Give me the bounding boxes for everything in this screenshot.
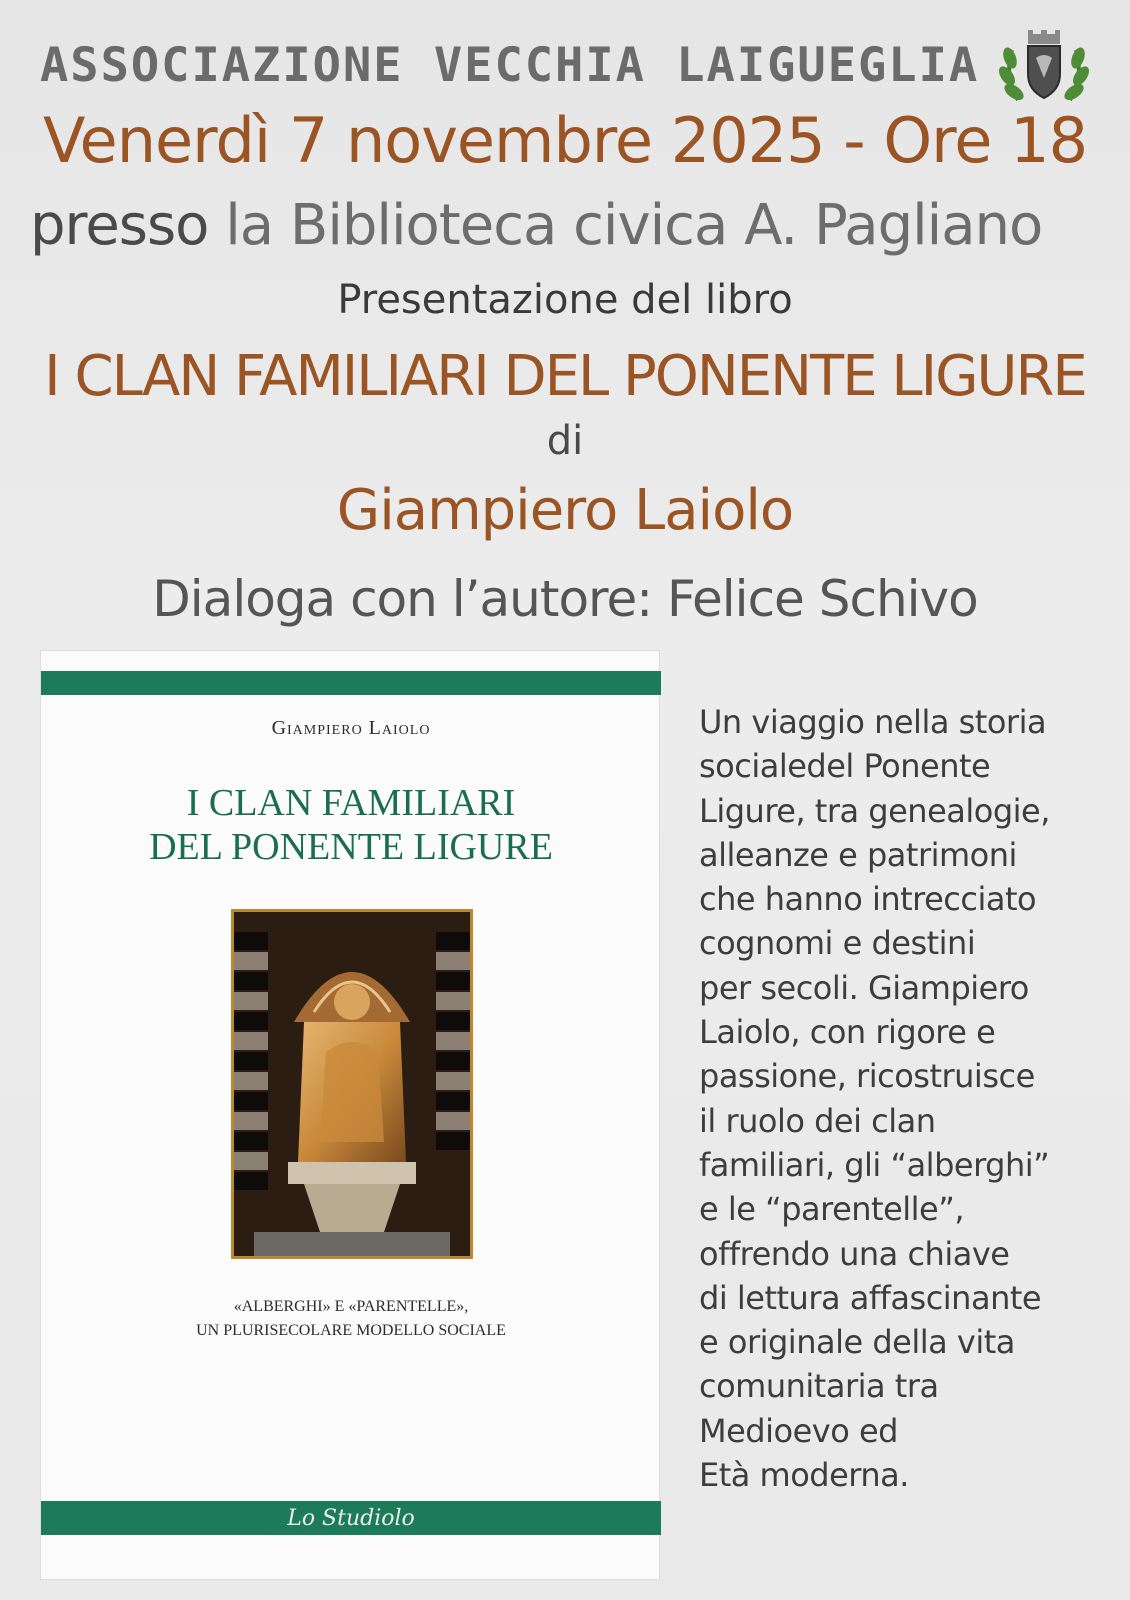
event-date-time: Venerdì 7 novembre 2025 - Ore 18 bbox=[42, 104, 1088, 177]
cover-author: Giampiero Laiolo bbox=[271, 717, 431, 739]
municipal-crest-icon bbox=[998, 28, 1090, 108]
venue-prefix: presso bbox=[30, 193, 209, 258]
description-line: Età moderna. bbox=[699, 1456, 909, 1495]
book-description bbox=[699, 700, 1099, 1497]
venue-name: la Biblioteca civica A. Pagliano bbox=[225, 193, 1043, 258]
cover-title-line2: DEL PONENTE LIGURE bbox=[149, 826, 553, 868]
description-line: offrendo una chiave bbox=[699, 1234, 1010, 1273]
description-line: e le “parentelle”, bbox=[699, 1190, 964, 1229]
description-line: alleanze e patrimoni bbox=[699, 835, 1017, 874]
description-line: familiari, gli “alberghi” bbox=[699, 1145, 1050, 1184]
book-title: I CLAN FAMILIARI DEL PONENTE LIGURE bbox=[44, 344, 1086, 409]
description-line: socialedel Ponente bbox=[699, 747, 991, 786]
description-line: passione, ricostruisce bbox=[699, 1057, 1035, 1096]
association-name: ASSOCIAZIONE VECCHIA LAIGUEGLIA bbox=[40, 38, 980, 93]
cover-top-band bbox=[41, 671, 661, 695]
description-line: per secoli. Giampiero bbox=[699, 968, 1029, 1007]
cover-subtitle-line1: «ALBERGHI» E «PARENTELLE», bbox=[233, 1298, 469, 1315]
by-label: di bbox=[546, 418, 584, 464]
author-name: Giampiero Laiolo bbox=[336, 478, 794, 543]
cover-publisher: Lo Studiolo bbox=[287, 1505, 415, 1531]
description-line: che hanno intrecciato bbox=[699, 880, 1037, 919]
description-line: Un viaggio nella storia bbox=[699, 703, 1047, 741]
cover-subtitle-line2: UN PLURISECOLARE MODELLO SOCIALE bbox=[196, 1322, 506, 1339]
presentation-label: Presentazione del libro bbox=[337, 277, 793, 323]
description-line: comunitaria tra bbox=[699, 1367, 939, 1406]
cover-bottom-band bbox=[41, 1501, 661, 1535]
cover-painting bbox=[231, 909, 473, 1259]
event-venue bbox=[30, 193, 1042, 258]
book-cover bbox=[40, 650, 660, 1580]
description-line: il ruolo dei clan bbox=[699, 1101, 936, 1140]
description-line: Ligure, tra genealogie, bbox=[699, 791, 1050, 830]
description-line: di lettura affascinante bbox=[699, 1278, 1042, 1317]
description-line: Medioevo ed bbox=[699, 1411, 898, 1450]
description-line: Laiolo, con rigore e bbox=[699, 1013, 996, 1052]
cover-title bbox=[41, 781, 661, 869]
dialogue-line: Dialoga con l’autore: Felice Schivo bbox=[152, 570, 978, 628]
description-line: e originale della vita bbox=[699, 1323, 1015, 1362]
cover-title-line1: I CLAN FAMILIARI bbox=[186, 782, 516, 824]
cover-subtitle bbox=[41, 1295, 661, 1343]
description-line: cognomi e destini bbox=[699, 924, 976, 963]
